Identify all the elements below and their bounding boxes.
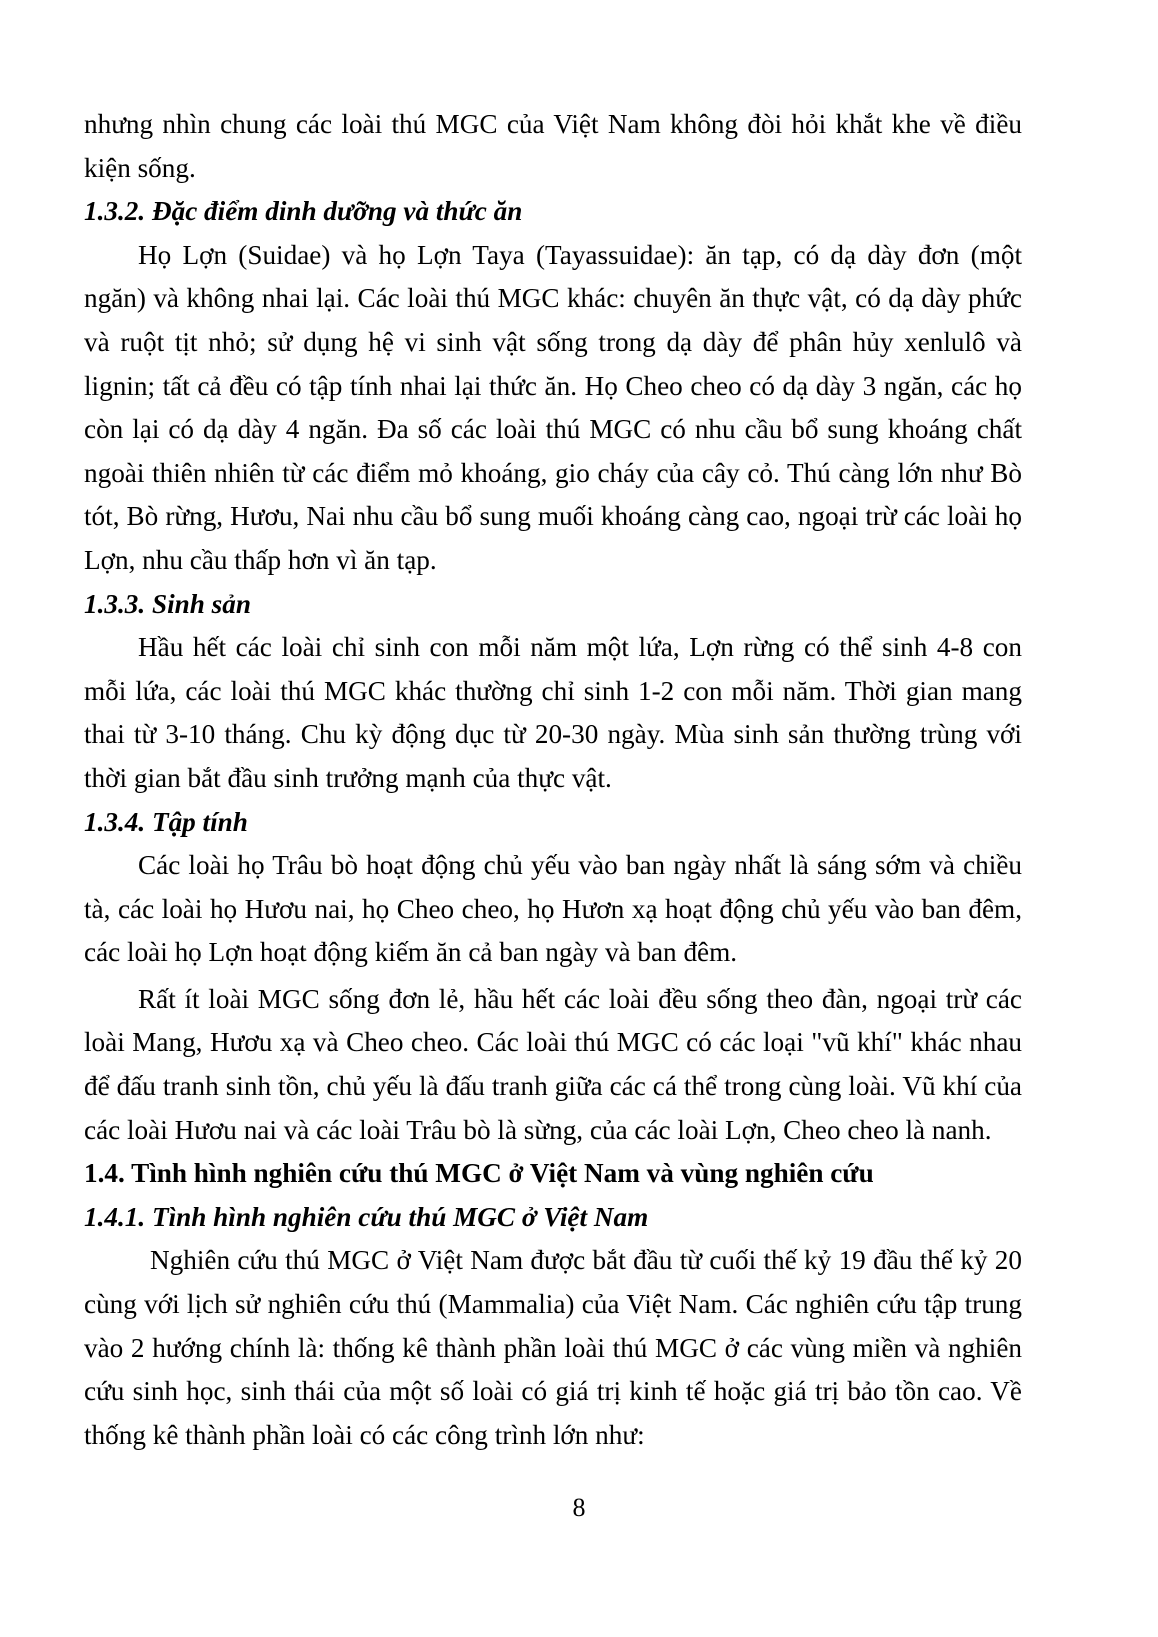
- heading-1-4: 1.4. Tình hình nghiên cứu thú MGC ở Việt Nam và vùng nghiên cứu: [84, 1158, 874, 1189]
- paragraph-research-history: Nghiên cứu thú MGC ở Việt Nam được bắt đầu từ cuối thế kỷ 19 đầu thế kỷ 20 cùng với lịch sử nghiên cứu thú (Mammalia) của Việt Nam. Các nghiên cứu tập trung vào 2 hướng chính là: thống kê thành phần loài thú MGC ở các vùng miền và nghiên cứu sinh học, sinh thái của một số loài có giá trị kinh tế hoặc giá trị bảo tồn cao. Về thống kê thành phần loài có các công trình lớn như:: [84, 1245, 1022, 1450]
- heading-1-3-4: 1.3.4. Tập tính: [84, 806, 248, 837]
- paragraph-continuation: nhưng nhìn chung các loài thú MGC của Việt Nam không đòi hỏi khắt khe về điều kiện sống.: [84, 109, 1022, 183]
- document-page: [84, 103, 1022, 1457]
- paragraph-behavior-2: Rất ít loài MGC sống đơn lẻ, hầu hết các loài đều sống theo đàn, ngoại trừ các loài Mang, Hươu xạ và Cheo cheo. Các loài thú MGC có các loại "vũ khí" khác nhau để đấu tranh sinh tồn, chủ yếu là đấu tranh giữa các cá thể trong cùng loài. Vũ khí của các loài Hươu nai và các loài Trâu bò là sừng, của các loài Lợn, Cheo cheo là nanh.: [84, 983, 1022, 1145]
- paragraph-nutrition: Họ Lợn (Suidae) và họ Lợn Taya (Tayassuidae): ăn tạp, có dạ dày đơn (một ngăn) và không nhai lại. Các loài thú MGC khác: chuyên ăn thực vật, có dạ dày phức và ruột tịt nhỏ; sử dụng hệ vi sinh vật sống trong dạ dày để phân hủy xenlulô và lignin; tất cả đều có tập tính nhai lại thức ăn. Họ Cheo cheo có dạ dày 3 ngăn, các họ còn lại có dạ dày 4 ngăn. Đa số các loài thú MGC có nhu cầu bổ sung khoáng chất ngoài thiên nhiên từ các điểm mỏ khoáng, gio cháy của cây cỏ. Thú càng lớn như Bò tót, Bò rừng, Hươu, Nai nhu cầu bổ sung muối khoáng càng cao, ngoại trừ các loài họ Lợn, nhu cầu thấp hơn vì ăn tạp.: [84, 239, 1022, 575]
- heading-1-3-2: 1.3.2. Đặc điểm dinh dưỡng và thức ăn: [84, 196, 523, 227]
- heading-1-3-3: 1.3.3. Sinh sản: [84, 588, 251, 619]
- heading-1-4-1: 1.4.1. Tình hình nghiên cứu thú MGC ở Việt Nam: [84, 1201, 649, 1232]
- page-number: 8: [572, 1493, 586, 1522]
- paragraph-reproduction: Hầu hết các loài chỉ sinh con mỗi năm một lứa, Lợn rừng có thể sinh 4-8 con mỗi lứa, các loài thú MGC khác thường chỉ sinh 1-2 con mỗi năm. Thời gian mang thai từ 3-10 tháng. Chu kỳ động dục từ 20-30 ngày. Mùa sinh sản thường trùng với thời gian bắt đầu sinh trưởng mạnh của thực vật.: [84, 632, 1022, 793]
- paragraph-behavior-1: Các loài họ Trâu bò hoạt động chủ yếu vào ban ngày nhất là sáng sớm và chiều tà, các loài họ Hươu nai, họ Cheo cheo, họ Hươn xạ hoạt động chủ yếu vào ban đêm, các loài họ Lợn hoạt động kiếm ăn cả ban ngày và ban đêm.: [84, 850, 1022, 968]
